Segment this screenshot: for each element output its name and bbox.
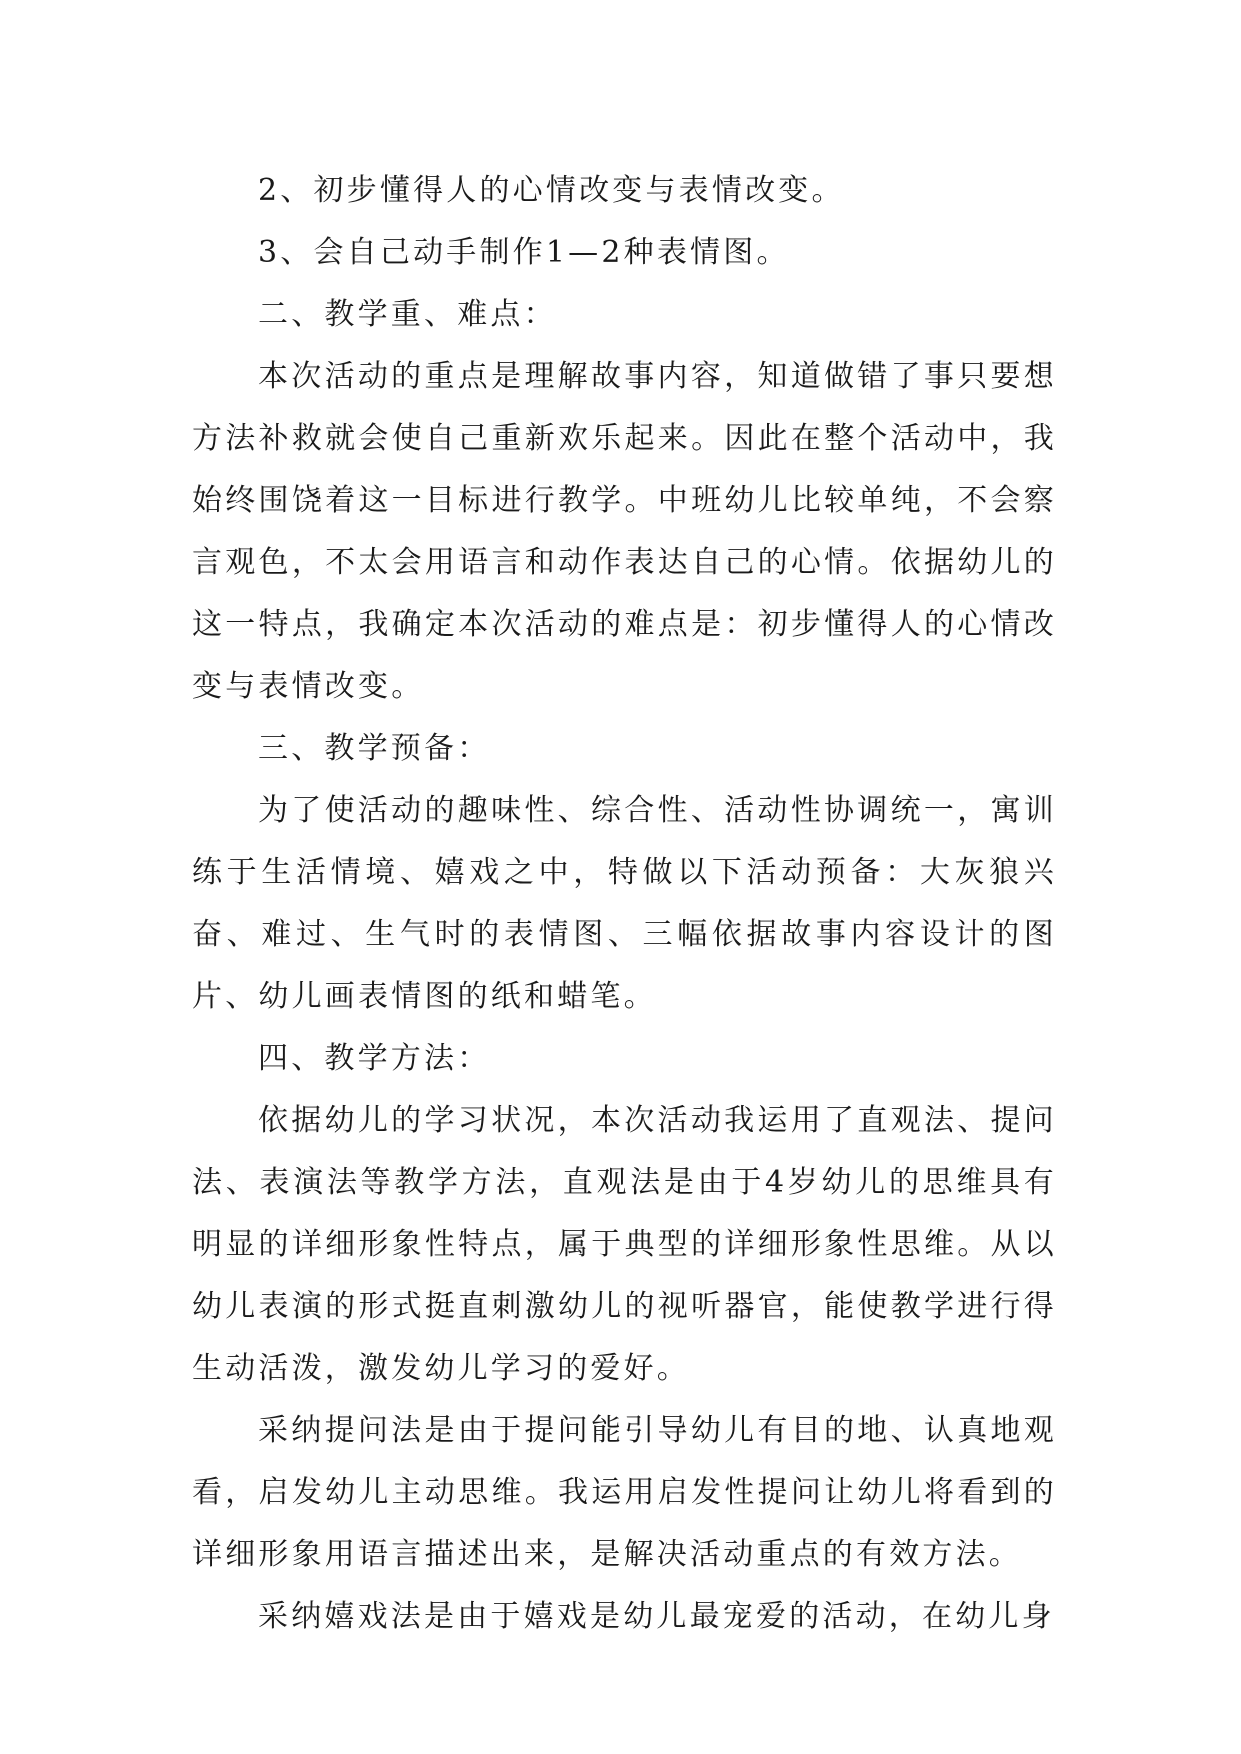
section-heading-methods: 四、教学方法： (258, 1041, 491, 1076)
section-heading-key-points: 二、教学重、难点： (258, 297, 557, 332)
section-heading-preparation: 三、教学预备： (258, 731, 491, 766)
paragraph-key-points: 本次活动的重点是理解故事内容，知道做错了事只要想方法补救就会使自己重新欢乐起来。因此在整个活动中，我始终围饶着这一目标进行教学。中班幼儿比较单纯，不会察言观色，不太会用语言和动作表达自己的心情。依据幼儿的这一特点，我确定本次活动的难点是：初步懂得人的心情改变与表情改变。 (192, 359, 1057, 704)
paragraph-goal-2: 2、初步懂得人的心情改变与表情改变。 (258, 173, 845, 208)
document-body (192, 160, 1057, 1648)
paragraph-goal-3: 3、会自己动手制作1—2种表情图。 (258, 235, 790, 270)
paragraph-methods: 依据幼儿的学习状况，本次活动我运用了直观法、提问法、表演法等教学方法，直观法是由于4岁幼儿的思维具有明显的详细形象性特点，属于典型的详细形象性思维。从以幼儿表演的形式挺直刺激幼儿的视听器官，能使教学进行得生动活泼，激发幼儿学习的爱好。 (192, 1103, 1057, 1386)
paragraph-questioning-method: 采纳提问法是由于提问能引导幼儿有目的地、认真地观看，启发幼儿主动思维。我运用启发性提问让幼儿将看到的详细形象用语言描述出来，是解决活动重点的有效方法。 (192, 1413, 1057, 1572)
paragraph-preparation: 为了使活动的趣味性、综合性、活动性协调统一，寓训练于生活情境、嬉戏之中，特做以下活动预备：大灰狼兴奋、难过、生气时的表情图、三幅依据故事内容设计的图片、幼儿画表情图的纸和蜡笔。 (192, 793, 1057, 1014)
paragraph-game-method: 采纳嬉戏法是由于嬉戏是幼儿最宠爱的活动，在幼儿身 (258, 1599, 1055, 1634)
